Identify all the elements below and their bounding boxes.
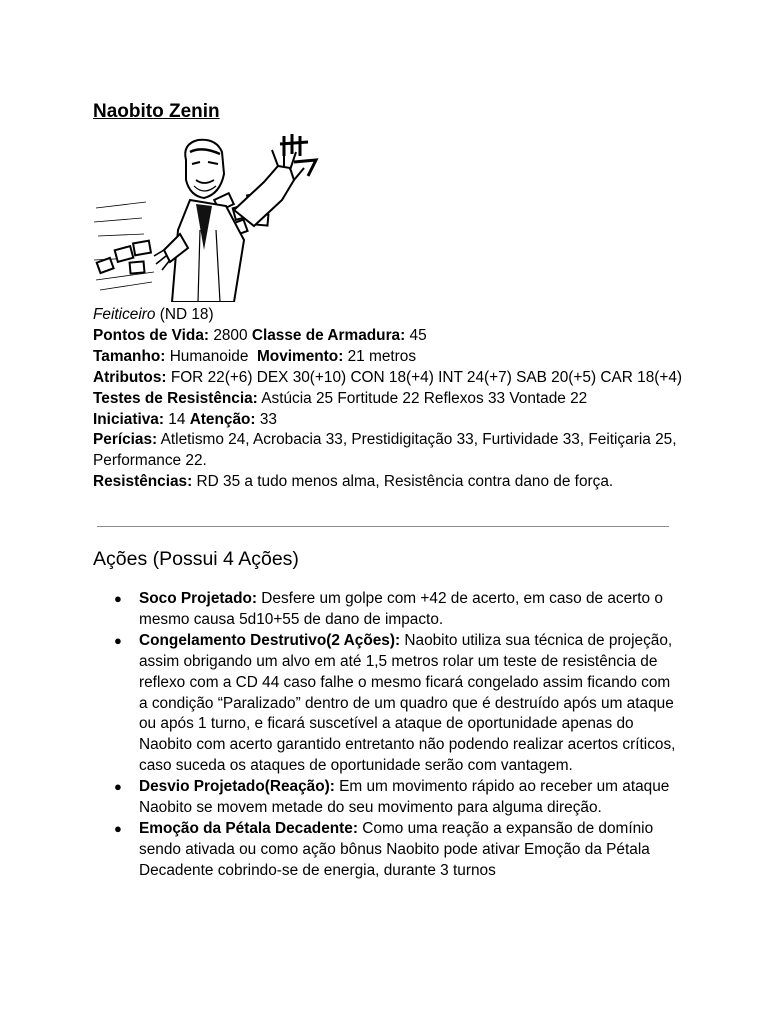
attention-label: Atenção: xyxy=(189,410,256,428)
resistances-line xyxy=(93,472,693,493)
bullet-icon: ● xyxy=(114,820,122,836)
list-item xyxy=(93,819,683,882)
skills-label: Perícias: xyxy=(93,431,158,449)
section-divider xyxy=(97,526,669,527)
action-text: Desfere um golpe com +42 de acerto, em caso de acerto o mesmo causa 5d10+55 de dano de impacto. xyxy=(139,590,663,628)
action-name: Congelamento Destrutivo(2 Ações): xyxy=(139,631,401,649)
page-title: Naobito Zenin xyxy=(93,101,220,122)
skills-value: Atletismo 24, Acrobacia 33, Prestidigitação 33, Furtividade 33, Feitiçaria 25, Performance 22. xyxy=(93,431,677,470)
list-item xyxy=(93,631,683,777)
actions-list xyxy=(93,589,683,882)
hp-label: Pontos de Vida: xyxy=(93,326,210,344)
character-portrait xyxy=(94,130,326,302)
bullet-icon: ● xyxy=(114,632,122,648)
initiative-line xyxy=(93,410,693,431)
size-value: Humanoide xyxy=(169,347,249,365)
skills-line xyxy=(93,430,693,472)
saves-label: Testes de Resistência: xyxy=(93,389,258,407)
hp-value: 2800 xyxy=(213,326,248,344)
size-move-line xyxy=(93,347,693,368)
saves-value: Astúcia 25 Fortitude 22 Reflexos 33 Vontade 22 xyxy=(261,389,588,407)
bullet-icon: ● xyxy=(114,591,122,606)
class-line xyxy=(93,305,693,326)
list-item xyxy=(93,589,683,631)
attributes-label: Atributos: xyxy=(93,368,167,386)
bullet-icon: ● xyxy=(114,779,122,795)
action-name: Desvio Projetado(Reação): xyxy=(139,778,335,796)
ac-value: 45 xyxy=(409,326,427,344)
action-text: Como uma reação a expansão de domínio sendo ativada ou como ação bônus Naobito pode ativar Emoção da Pétala Decadente cobrindo-se de energia, durante 3 turnos xyxy=(139,819,654,879)
saves-line xyxy=(93,389,693,410)
resistances-label: Resistências: xyxy=(93,473,193,491)
manga-character-icon xyxy=(94,130,326,302)
attributes-line xyxy=(93,368,693,389)
stat-block xyxy=(93,305,693,493)
move-label: Movimento: xyxy=(256,347,344,365)
action-name: Soco Projetado: xyxy=(139,590,258,607)
attention-value: 33 xyxy=(259,410,277,428)
attributes-value: FOR 22(+6) DEX 30(+10) CON 18(+4) INT 24(+7) SAB 20(+5) CAR 18(+4) xyxy=(170,368,683,386)
class-name: Feiticeiro xyxy=(93,306,156,323)
action-text: Naobito utiliza sua técnica de projeção, assim obrigando um alvo em até 1,5 metros rolar um teste de resistência de reflexo com a CD 44 caso falhe o mesmo ficará congelado assim ficando com a condição “Paralizado” dentro de um quadro que é destruído após um ataque ou após 1 turno, e ficará suscetível a ataque de oportunidade apenas do Naobito com acerto garantido entretanto não podendo realizar acertos críticos, caso suceda os ataques de oportunidade serão com vantagem. xyxy=(139,631,676,775)
actions-heading: Ações (Possui 4 Ações) xyxy=(93,548,299,570)
ac-label: Classe de Armadura: xyxy=(251,326,406,344)
action-name: Emoção da Pétala Decadente: xyxy=(139,819,358,837)
hp-ac-line xyxy=(93,326,693,347)
move-value: 21 metros xyxy=(347,347,417,365)
initiative-label: Iniciativa: xyxy=(93,410,164,428)
initiative-value: 14 xyxy=(168,410,186,428)
resistances-value: RD 35 a tudo menos alma, Resistência contra dano de força. xyxy=(196,473,614,491)
action-text: Em um movimento rápido ao receber um ataque Naobito se movem metade do seu movimento para alguma direção. xyxy=(139,778,670,817)
nd-value: (ND 18) xyxy=(159,306,214,323)
size-label: Tamanho: xyxy=(93,347,166,365)
list-item xyxy=(93,777,683,819)
